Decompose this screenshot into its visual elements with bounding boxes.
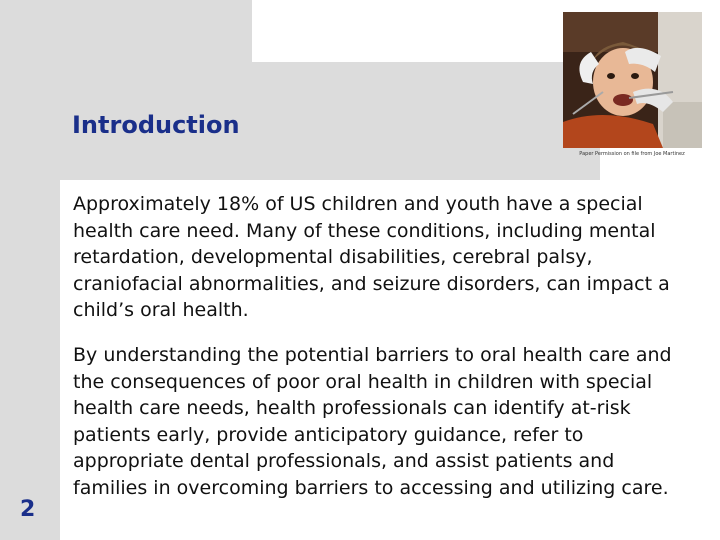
child-dental-exam-photo: [563, 12, 702, 148]
photo-credit: Paper Permission on file from Joe Martinez: [579, 151, 685, 157]
paragraph-understanding: By understanding the potential barriers to oral health care and the consequences of poor oral health in children with special health care needs, health professionals can identify at-risk patients early, provide anticipatory guidance, refer to appropriate dental professionals, and assist patients and families in overcoming barriers to accessing and utilizing care.: [73, 344, 672, 499]
title-band-inner: [60, 62, 252, 92]
top-gray-block: [60, 0, 252, 62]
slide-title: Introduction: [72, 111, 240, 139]
left-gray-strip: [0, 0, 60, 540]
photo-illustration: [563, 12, 702, 148]
paragraph-intro: Approximately 18% of US children and youth have a special health care need. Many of these conditions, including mental retardation, developmental disabilities, cerebral palsy, craniofacial abnormalities, and seizure disorders, can impact a child’s oral health.: [73, 193, 670, 322]
slide-number: 2: [20, 497, 36, 522]
